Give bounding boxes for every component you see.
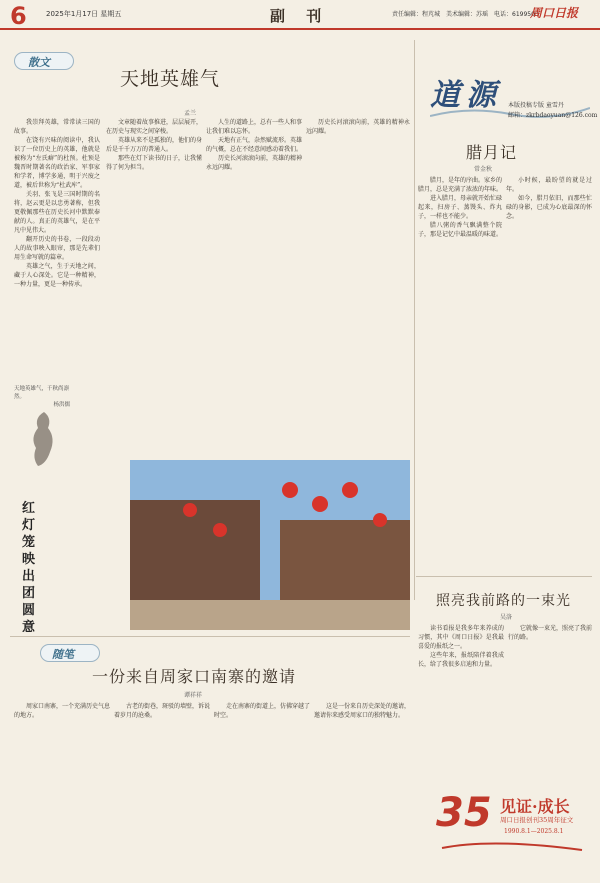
anniversary-subtitle: 周口日报创刊35周年征文	[500, 816, 574, 824]
article-title: 天地英雄气	[120, 68, 221, 90]
paragraph: 历史长河滚滚向前，英雄的精神永远闪耀。	[306, 119, 410, 135]
poem-author: 杨洪儒	[53, 402, 70, 408]
story-byline: 常金秋	[474, 166, 493, 173]
section-divider	[10, 636, 410, 637]
story2-column-1	[418, 624, 504, 774]
story2-byline: 吴洛	[500, 614, 513, 621]
anniversary-slogan: 见证·成长	[500, 797, 570, 816]
story3-column-4	[314, 702, 410, 874]
editor-credits: 责任编辑：程芃城 美术编辑：苏瑶 电话：6199503	[392, 11, 539, 18]
article-byline: 孟兰	[184, 110, 197, 117]
anniversary-years: 1990.8.1—2025.8.1	[504, 828, 564, 835]
ink-figure-illustration	[22, 408, 66, 468]
article-column-1	[14, 118, 100, 380]
story-title: 腊月记	[466, 143, 518, 162]
paragraph: 这是一份来自历史深处的邀请，邀请你来感受周家口的独特魅力。	[314, 703, 410, 719]
poem-text: 天地英雄气，千秋尚凛然。	[14, 386, 70, 400]
article-column-4	[306, 118, 410, 452]
paragraph: 关羽、张飞是三国时期的名将，赵云更是以忠勇著称，但我更敬佩那些在历史长河中默默奉献的人。真正的英雄气，是在平凡中见伟大。	[14, 191, 100, 234]
paragraph: 这些年来，报纸陪伴着我成长，给了我很多启迪和力量。	[418, 652, 504, 668]
paragraph: 进入腊月，母亲就开始忙碌起来，扫房子、蒸馒头、炸丸子，一样也不能少。	[418, 195, 502, 220]
paragraph: 古老的街巷，斑驳的墙壁，诉说着岁月的沧桑。	[114, 703, 210, 719]
poem-box	[14, 385, 70, 409]
paragraph: 小时候，最盼望的就是过年。	[506, 177, 592, 193]
daoyuan-subtitle: 本版投稿专版 童雪丹	[508, 102, 564, 109]
paragraph: 腊八粥的香气飘满整个院子，那是记忆中最温暖的味道。	[418, 222, 502, 238]
paragraph: 如今，腊月依旧，而那些忙碌的身影，已成为心底最深的怀念。	[506, 195, 592, 220]
article-tag: 散文	[28, 56, 50, 69]
page-number: 6	[10, 2, 27, 30]
story3-title: 一份来自周家口南寨的邀请	[92, 667, 297, 686]
story2-column-2	[508, 624, 592, 774]
lantern-street-photo	[130, 460, 410, 630]
vertical-caption: 红灯笼映出团圆意	[22, 501, 36, 635]
section-title: 副 刊	[270, 7, 330, 25]
story3-column-1	[14, 702, 110, 874]
story3-byline: 谭祥祥	[184, 692, 203, 699]
section-divider	[416, 576, 592, 577]
paragraph: 历史长河滚滚向前，英雄的精神永远闪耀。	[206, 155, 302, 171]
paragraph: 文章随着故事推进，层层展开，在历史与现实之间穿梭。	[106, 119, 202, 135]
article-column-3	[206, 118, 302, 452]
paragraph: 腊月，是年的序曲。家乡的腊月，总是充满了浓浓的年味。	[418, 177, 502, 193]
story2-title: 照亮我前路的一束光	[436, 593, 571, 609]
paragraph: 那些在灯下读书的日子，让我懂得了何为担当。	[106, 155, 202, 171]
paragraph: 我崇拜英雄，常常读三国的故事。	[14, 119, 100, 135]
daoyuan-mail: 邮箱：zkrbdaoyuan@126.com	[508, 112, 598, 119]
story3-column-3	[214, 702, 310, 874]
paragraph: 英雄之气，生于天地之间，藏于人心深处。它是一种精神，一种力量，更是一种传承。	[14, 263, 100, 288]
paragraph: 天地有正气，杂然赋流形。英雄的气概，总在不经意间感动着我们。	[206, 137, 302, 153]
paragraph: 翻开历史的书卷，一段段动人的故事映入眼帘，那是先辈们用生命写就的篇章。	[14, 236, 100, 261]
paragraph: 在饶有兴味的阅读中，我认识了一位历史上的英雄，他就是被称为“左氏癖”的杜预。杜预是魏晋时期著名的政治家、军事家和学者，博学多通，明于兴废之道，被后世称为“杜武库”。	[14, 137, 100, 189]
daoyuan-title: 道源	[430, 78, 502, 113]
article-column-2	[106, 118, 202, 452]
paragraph: 读书看报是我多年来养成的习惯，其中《周口日报》是我最喜爱的报纸之一。	[418, 625, 504, 650]
story-column-1	[418, 176, 502, 566]
paragraph: 周家口南寨，一个充满历史气息的地方。	[14, 703, 110, 719]
story-column-2	[506, 176, 592, 566]
paragraph: 英雄从来不是孤独的，他们的身后是千千万万的普通人。	[106, 137, 202, 153]
column-divider	[414, 40, 415, 600]
paragraph: 它就像一束光，照亮了我前行的路。	[508, 625, 592, 641]
story3-column-2	[114, 702, 210, 874]
newspaper-logo: 周口日报	[530, 6, 579, 20]
page-header	[0, 0, 600, 30]
anniversary-number: 35	[436, 790, 492, 836]
issue-date: 2025年1月17日 星期五	[46, 10, 122, 18]
paragraph: 人生的道路上，总有一些人和事让我们难以忘怀。	[206, 119, 302, 135]
article-tag: 随笔	[52, 648, 74, 661]
paragraph: 走在南寨的街道上，仿佛穿越了时空。	[214, 703, 310, 719]
